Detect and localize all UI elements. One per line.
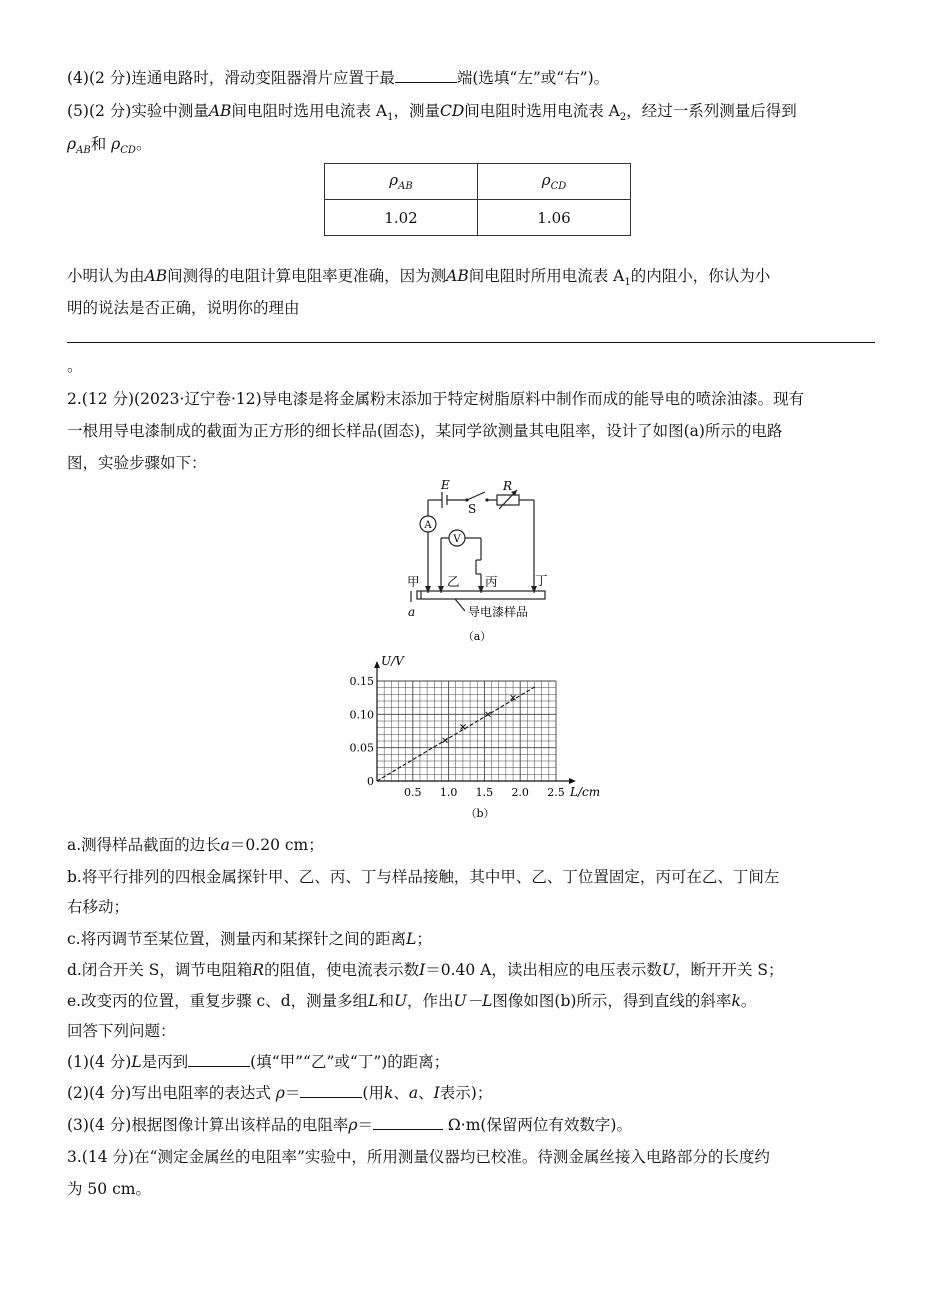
resistivity-table xyxy=(324,163,631,236)
step-c-text: c.将丙调节至某位置，测量丙和某探针之间的距离 xyxy=(67,930,407,948)
step-e-text: e.改变丙的位置，重复步骤 c、d，测量多组 xyxy=(67,992,369,1010)
var-u-l: U－L xyxy=(453,992,493,1010)
q1-part5-text: 间电阻时选用电流表 A xyxy=(464,102,620,120)
question-1 xyxy=(67,1052,449,1072)
x-tick-label: 1.5 xyxy=(475,786,494,799)
q1-part5-line2 xyxy=(67,134,151,161)
q3-line2: 为 50 cm。 xyxy=(67,1180,151,1198)
resistor-box-label: R xyxy=(503,479,513,493)
var-ab: AB xyxy=(208,102,232,120)
question-3-text: ＝ xyxy=(357,1116,373,1134)
table-row xyxy=(325,200,631,236)
step-d-text: 的阻值，使电流表示数 xyxy=(264,961,420,979)
q1-part4 xyxy=(67,68,609,88)
q1-part5-text: 间电阻时选用电流表 A xyxy=(231,102,388,120)
q1-claim-text: 间电阻时所用电流表 A xyxy=(468,267,625,285)
step-b: b.将平行排列的四根金属探针甲、乙、丙、丁与样品接触，其中甲、乙、丁位置固定，丙可在乙、丁间左 xyxy=(67,868,780,886)
question-3-text: Ω·m(保留两位有效数字)。 xyxy=(442,1116,632,1134)
q2-intro-line1: 2.(12 分)(2023·辽宁卷·12)导电漆是将金属粉末添加于特定树脂原料中制作而成的能导电的喷涂油漆。现有 xyxy=(67,390,805,408)
ammeter-icon: A xyxy=(424,520,432,531)
question-2-text: ＝ xyxy=(284,1084,301,1102)
probe-yi-label: 乙 xyxy=(447,574,460,589)
var-rho: ρ xyxy=(111,135,121,153)
step-c xyxy=(67,929,432,949)
step-e-text: ，作出 xyxy=(407,992,454,1010)
data-point xyxy=(443,738,448,743)
figure-b-caption: （b） xyxy=(465,807,495,820)
step-e-text: 和 xyxy=(378,992,394,1010)
q1-part5-text: ，测量 xyxy=(393,102,440,120)
var-i: I xyxy=(419,961,426,979)
table-header-row xyxy=(325,164,631,200)
var-l: L xyxy=(406,930,417,948)
q3-line1: 3.(14 分)在“测定金属丝的电阻率”实验中，所用测量仪器均已校准。待测金属丝接入电路部分的长度约 xyxy=(67,1148,770,1166)
subscript: 1 xyxy=(387,112,394,124)
edge-length-label: a xyxy=(408,605,416,619)
probe-ding-label: 丁 xyxy=(535,573,548,588)
ul-chart xyxy=(340,653,610,825)
x-tick-label: 2.0 xyxy=(511,786,529,799)
step-d xyxy=(67,960,783,980)
var-u: U xyxy=(661,961,675,979)
var-rho: ρ xyxy=(541,171,551,189)
battery-label: E xyxy=(441,478,450,492)
q1-claim-text: 小明认为由 xyxy=(67,267,145,285)
var-cd: CD xyxy=(439,102,465,120)
var-r: R xyxy=(252,961,265,979)
step-a-text: a.测得样品截面的边长 xyxy=(67,836,221,854)
var-rho: ρ xyxy=(275,1084,285,1102)
step-c-text: ； xyxy=(416,930,432,948)
chart-grid xyxy=(377,681,556,781)
y-axis-arrow xyxy=(374,661,380,668)
question-3 xyxy=(67,1115,632,1135)
probe-bing-label: 丙 xyxy=(485,574,498,589)
step-d-text: ＝0.40 A，读出相应的电压表示数 xyxy=(425,961,662,979)
step-d-text: d.闭合开关 S，调节电阻箱 xyxy=(67,961,253,979)
probe-jia-label: 甲 xyxy=(407,574,420,589)
var-a: a xyxy=(408,1084,419,1102)
figure-a-caption: （a） xyxy=(462,630,492,643)
subscript: 1 xyxy=(624,277,631,289)
var-a: a xyxy=(220,836,230,854)
voltmeter-icon: V xyxy=(453,534,461,545)
sample-label: 导电漆样品 xyxy=(468,605,529,619)
var-u: U xyxy=(393,992,408,1010)
x-tick-label: 2.5 xyxy=(547,786,565,799)
subscript: CD xyxy=(120,145,136,157)
x-tick-label: 0.5 xyxy=(404,786,422,799)
q1-part5-text: 。 xyxy=(135,135,152,153)
var-rho: ρ xyxy=(389,171,399,189)
q2-intro-line3: 图，实验步骤如下： xyxy=(67,454,207,472)
answer-blank[interactable] xyxy=(300,1083,362,1098)
question-2-text: 表示)； xyxy=(439,1084,493,1102)
question-2-text: 、 xyxy=(393,1084,409,1102)
question-1-text: 是丙到 xyxy=(141,1053,189,1071)
step-a xyxy=(67,835,324,855)
var-ab: AB xyxy=(446,267,469,285)
q1-claim xyxy=(67,266,770,293)
x-tick-label: 1.0 xyxy=(439,786,458,799)
y-tick-label: 0.10 xyxy=(349,708,374,722)
step-e-text: 。 xyxy=(740,992,757,1010)
x-axis-arrow xyxy=(569,778,576,784)
y-tick-label: 0.15 xyxy=(349,675,374,688)
q1-claim-text: 间测得的电阻计算电阻率更准确，因为测 xyxy=(167,267,447,285)
var-i: I xyxy=(433,1084,440,1102)
q1-part5 xyxy=(67,101,797,128)
q1-claim-line2: 明的说法是否正确，说明你的理由 xyxy=(67,299,300,317)
q1-claim-text: 的内阻小，你认为小 xyxy=(630,267,771,285)
answer-intro: 回答下列问题： xyxy=(67,1022,176,1040)
subscript: AB xyxy=(76,145,91,157)
answer-blank[interactable] xyxy=(395,68,457,83)
var-l: L xyxy=(368,992,379,1010)
origin-label: 0 xyxy=(367,775,374,788)
question-2-text: (2)(4 分)写出电阻率的表达式 xyxy=(67,1084,271,1102)
q1-part4-text-end: 端(选填“左”或“右”)。 xyxy=(456,69,610,87)
question-3-text: (3)(4 分)根据图像计算出该样品的电阻率 xyxy=(67,1116,349,1134)
answer-blank[interactable] xyxy=(188,1052,250,1067)
var-rho: ρ xyxy=(348,1116,358,1134)
question-2 xyxy=(67,1083,492,1103)
subscript: 2 xyxy=(619,112,627,124)
q1-part5-text: (5)(2 分)实验中测量 xyxy=(67,102,209,120)
step-a-text: ＝0.20 cm； xyxy=(229,836,324,854)
q1-part4-text: (4)(2 分)连通电路时，滑动变阻器滑片应置于最 xyxy=(67,69,395,87)
x-axis-label: L/cm xyxy=(570,785,601,799)
step-e xyxy=(67,991,756,1011)
var-ab: AB xyxy=(144,267,168,285)
answer-line[interactable] xyxy=(67,342,875,343)
switch-label: S xyxy=(468,502,477,516)
question-2-text: 、 xyxy=(418,1084,434,1102)
answer-blank[interactable] xyxy=(373,1115,443,1130)
table-cell: 1.02 xyxy=(325,200,478,236)
subscript: CD xyxy=(550,181,567,192)
var-rho: ρ xyxy=(67,135,77,153)
q1-period: 。 xyxy=(67,357,83,375)
var-k: k xyxy=(731,992,741,1010)
table-header xyxy=(478,164,631,200)
var-l: L xyxy=(131,1053,142,1071)
question-1-text: (填“甲”“乙”或“丁”)的距离； xyxy=(250,1053,450,1071)
question-2-text: (用 xyxy=(362,1084,384,1102)
subscript: AB xyxy=(398,181,413,192)
q1-part5-text: 和 xyxy=(90,135,107,153)
q2-intro-line2: 一根用导电漆制成的截面为正方形的细长样品(固态)，某同学欲测量其电阻率，设计了如图(a)所示的电路 xyxy=(67,422,783,440)
step-b-line2: 右移动； xyxy=(67,898,130,916)
step-e-text: 图像如图(b)所示，得到直线的斜率 xyxy=(492,992,732,1010)
table-cell: 1.06 xyxy=(478,200,631,236)
q1-part5-text: ，经过一系列测量后得到 xyxy=(626,102,797,120)
var-k: k xyxy=(383,1084,394,1102)
y-axis-label: U/V xyxy=(381,654,404,668)
y-tick-label: 0.05 xyxy=(349,741,374,755)
table-header xyxy=(325,164,478,200)
step-d-text: ，断开开关 S； xyxy=(674,961,784,979)
question-1-text: (1)(4 分) xyxy=(67,1053,132,1071)
circuit-diagram xyxy=(395,478,565,650)
